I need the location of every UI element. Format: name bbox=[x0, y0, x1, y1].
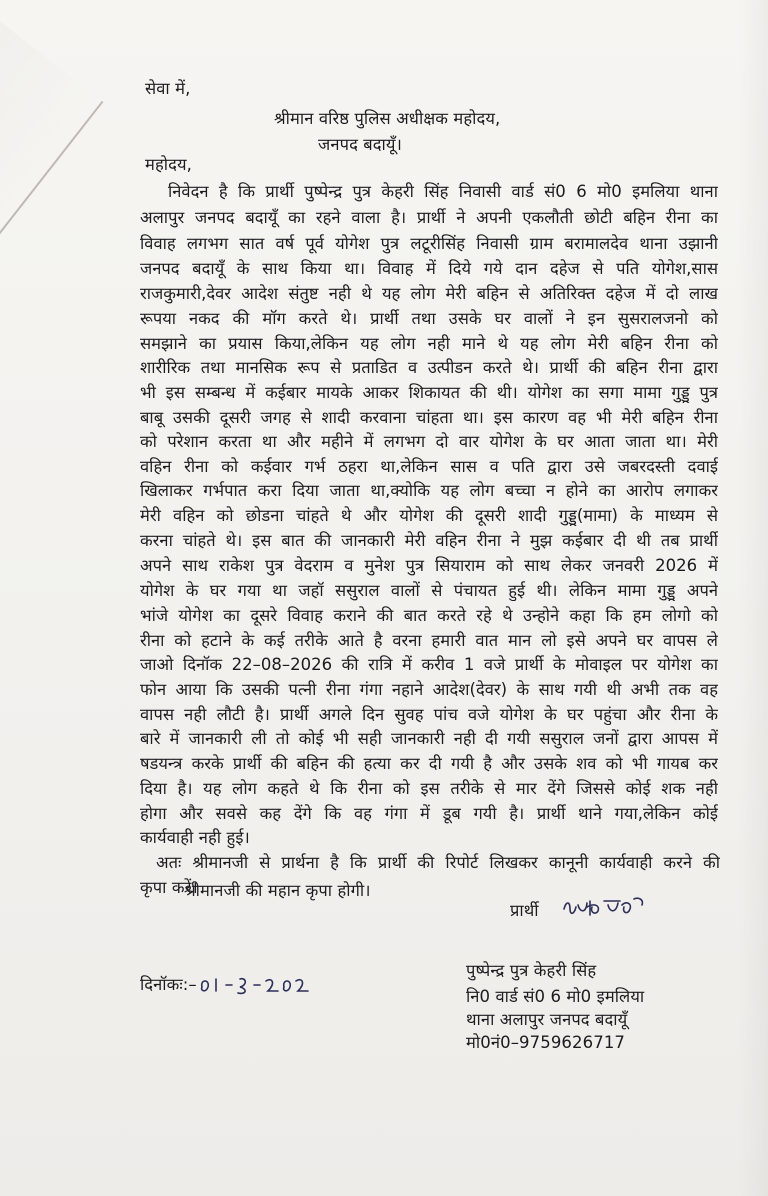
body-line: अलापुर जनपद बदायूँ का रहने वाला है। प्रार्थी ने अपनी एकलौती छोटी बहिन रीना का bbox=[140, 208, 718, 227]
body-line: विवाह लगभग सात वर्ष पूर्व योगेश पुत्र लटूरीसिंह निवासी ग्राम बरामालदेव थाना उझानी bbox=[140, 234, 718, 253]
handwritten-signature bbox=[560, 893, 650, 921]
body-line: निवेदन है कि प्रार्थी पुष्पेन्द्र पुत्र केहरी सिंह निवासी वार्ड सं0 6 मो0 इमलिया थाना bbox=[168, 182, 718, 201]
body-line: अपने साथ राकेश पुत्र वेदराम व मुनेश पुत्र सियाराम को साथ लेकर जनवरी 2026 में bbox=[140, 556, 718, 575]
body-line: बारे में जानकारी ली तो कोई भी सही जानकारी नही दी गयी ससुराल जनों द्वारा आपस में bbox=[140, 729, 718, 748]
body-line: मेरी वहिन को छोडना चांहते थे और योगेश की दूसरी शादी गुड्डू(मामा) के माध्यम से bbox=[140, 506, 718, 525]
page-edge-shadow bbox=[738, 0, 768, 1196]
body-line: होगा और सवसे कह देंगे कि वह गंगा में डूब गयी है। प्रार्थी थाने गया,लेकिन कोई bbox=[140, 804, 718, 823]
body-line: राजकुमारी,देवर आदेश संतुष्ट नही थे यह लोग मेरी बहिन से अतिरिक्त दहेज में दो लाख bbox=[140, 284, 718, 303]
body-line: फोन आया कि उसकी पत्नी रीना गंगा नहाने आदेश(देवर) के साथ गयी थी अभी तक वह bbox=[140, 680, 718, 699]
paper-fold-crease bbox=[0, 0, 103, 275]
closing-line: श्रीमानजी की महान कृपा होगी। bbox=[184, 881, 371, 900]
signature-label: प्रार्थी bbox=[510, 901, 539, 920]
body-line: योगेश के घर गया था जहॉ ससुराल वालों से पंचायत हुई थी। लेकिन मामा गुड्डू अपने bbox=[140, 581, 718, 600]
body-line: भांजे योगेश का दूसरे विवाह कराने की बात करते रहे थे उन्होने कहा कि हम लोगो को bbox=[140, 606, 718, 625]
sender-phone: मो0नं0–9759626717 bbox=[466, 1033, 626, 1052]
body-line: दिया है। यह लोग कहते थे कि रीना को इस तरीके से मार देंगे जिससे कोई शक नही bbox=[140, 779, 718, 798]
greeting: महोदय, bbox=[145, 155, 192, 174]
body-line: षडयन्त्र करके प्रार्थी की बहिन की हत्या कर दी गयी है और उसके शव को भी गायब कर bbox=[140, 754, 718, 773]
body-line: भी इस सम्बन्ध में कईबार मायके आकर शिकायत की थी। योगेश का सगा मामा गुड्डू पुत्र bbox=[140, 383, 718, 402]
request-line: कृपा करें। bbox=[140, 878, 198, 897]
body-line: वापस नही लौटी है। प्रार्थी अगले दिन सुवह पांच वजे योगेश के घर पहुंचा और रीना के bbox=[140, 705, 718, 724]
sender-address-2: थाना अलापुर जनपद बदायूँ bbox=[466, 1010, 628, 1029]
body-line: वहिन रीना को कईवार गर्भ ठहरा था,लेकिन सास व पति द्वारा उसे जबरदस्ती दवाई bbox=[140, 457, 718, 476]
body-line: समझाने का प्रयास किया,लेकिन यह लोग नही माने थे यह लोग मेरी बहिन रीना को bbox=[140, 334, 718, 353]
body-line: रूपया नकद की मॉग करते थे। प्रार्थी तथा उसके घर वालों ने इन सुसरालजनो को bbox=[140, 309, 718, 328]
body-line: रीना को हटाने के कई तरीके आते है वरना हमारी वात मान लो इसे अपने घर वापस ले bbox=[140, 631, 718, 650]
addressee-line-1: श्रीमान वरिष्ठ पुलिस अधीक्षक महोदय, bbox=[274, 109, 501, 128]
date-label: दिनॉकः:– bbox=[140, 975, 197, 994]
body-line: जनपद बदायूँ के साथ किया था। विवाह में दिये गये दान दहेज से पति योगेश,सास bbox=[140, 259, 718, 278]
sender-address-1: नि0 वार्ड सं0 6 मो0 इमलिया bbox=[466, 987, 645, 1006]
body-line: शारीरिक तथा मानसिक रूप से प्रताडित व उत्पीडन करते थे। प्रार्थी की बहिन रीना द्वारा bbox=[140, 358, 718, 377]
body-line: जाओ दिनॉक 22–08–2026 की रात्रि में करीव 1 वजे प्रार्थी के मोवाइल पर योगेश का bbox=[140, 655, 718, 674]
body-line: कार्यवाही नही हुई। bbox=[140, 828, 250, 847]
body-line: बाबू उसकी दूसरी जगह से शादी करवाना चांहता था। इस कारण वह भी मेरी बहिन रीना bbox=[140, 408, 718, 427]
request-line: अतः श्रीमानजी से प्रार्थना है कि प्रार्थी की रिपोर्ट लिखकर कानूनी कार्यवाही करने की bbox=[156, 853, 720, 872]
body-line: खिलाकर गर्भपात करा दिया जाता था,क्योकि यह लोग बच्चा न होने का आरोप लगाकर bbox=[140, 481, 718, 500]
salutation: सेवा में, bbox=[145, 79, 191, 98]
body-line: को परेशान करता था और महीने में लगभग दो वार योगेश के घर आता जाता था। मेरी bbox=[140, 432, 718, 451]
addressee-line-2: जनपद बदायूँ। bbox=[318, 135, 402, 154]
body-line: करना चांहते थे। इस बात की जानकारी मेरी वहिन रीना ने मुझ कईबार दी थी तब प्रार्थी bbox=[140, 531, 718, 550]
sender-name: पुष्पेन्द्र पुत्र केहरी सिंह bbox=[466, 961, 597, 980]
handwritten-date bbox=[196, 969, 316, 997]
